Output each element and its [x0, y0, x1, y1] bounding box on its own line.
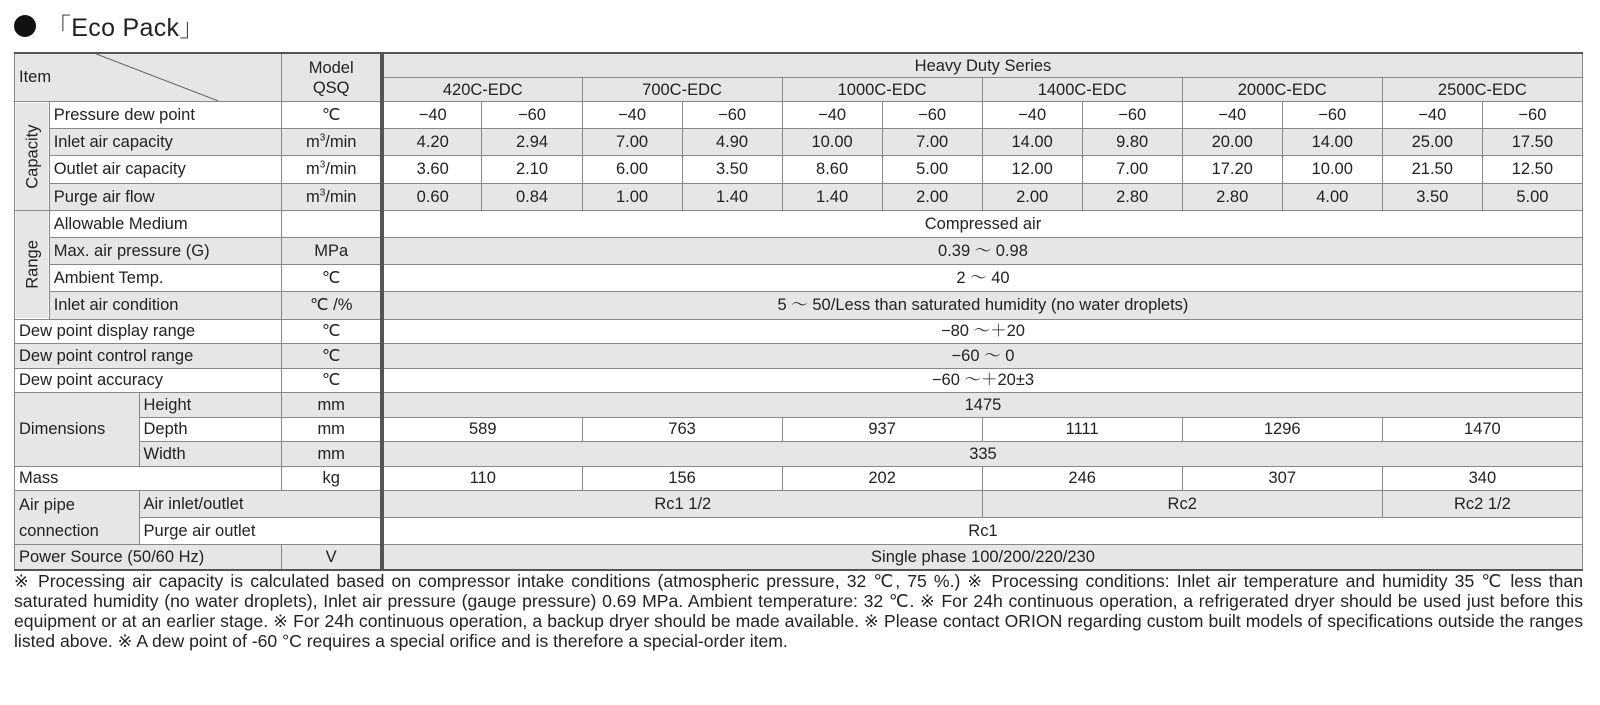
cell: 110 — [382, 466, 582, 491]
row-unit: MPa — [282, 237, 382, 264]
cell: −60 — [482, 102, 582, 129]
model-name: 700C-EDC — [582, 78, 782, 102]
cell: 156 — [582, 466, 782, 491]
row-unit: $m^3/\min$ — [282, 129, 382, 156]
row-label: Purge air flow — [49, 183, 282, 210]
cell: Compressed air — [382, 210, 1583, 237]
cell: 246 — [982, 466, 1182, 491]
capacity-group-label: Capacity — [15, 102, 50, 211]
table-row — [15, 265, 1583, 292]
row-label: Power Source (50/60 Hz) — [15, 545, 282, 570]
row-label: Mass — [15, 466, 282, 491]
cell: 1111 — [982, 417, 1182, 442]
range-group-label: Range — [15, 210, 50, 319]
cell: −80 ～＋20 — [382, 319, 1583, 344]
cell: 5.00 — [882, 156, 982, 183]
cell: −40 — [982, 102, 1082, 129]
row-unit: ℃ — [282, 344, 382, 369]
cell: −40 — [1182, 102, 1282, 129]
cell: 12.00 — [982, 156, 1082, 183]
cell: 4.90 — [682, 129, 782, 156]
cell: −40 — [782, 102, 882, 129]
row-unit: ℃ — [282, 265, 382, 292]
cell: 17.20 — [1182, 156, 1282, 183]
cell: 20.00 — [1182, 129, 1282, 156]
cell: −60 ～＋20±3 — [382, 368, 1583, 393]
diagonal-line — [15, 54, 281, 101]
cell: 1296 — [1182, 417, 1382, 442]
row-unit: kg — [282, 466, 382, 491]
table-row — [15, 545, 1583, 570]
air-pipe-group-label: Air pipe connection — [15, 491, 140, 545]
cell: 2.00 — [982, 183, 1082, 210]
cell: 2.00 — [882, 183, 982, 210]
row-label: Dew point control range — [15, 344, 282, 369]
model-header: Model QSQ — [282, 53, 382, 102]
row-unit — [282, 210, 382, 237]
cell: 2.10 — [482, 156, 582, 183]
item-label: Item — [19, 68, 52, 86]
cell: −60 — [1082, 102, 1182, 129]
cell: Rc1 — [382, 518, 1583, 545]
cell: 307 — [1182, 466, 1382, 491]
model-name: 1400C-EDC — [982, 78, 1182, 102]
cell: −60 — [1282, 102, 1382, 129]
cell: Rc1 1/2 — [382, 491, 982, 518]
cell: 335 — [382, 442, 1583, 467]
cell: 937 — [782, 417, 982, 442]
row-label: Width — [139, 442, 282, 467]
cell: 3.50 — [1382, 183, 1482, 210]
row-unit: ℃ /% — [282, 292, 382, 319]
cell: −60 — [882, 102, 982, 129]
row-label: Height — [139, 393, 282, 418]
cell: 5 ～ 50/Less than saturated humidity (no water droplets) — [382, 292, 1583, 319]
table-row — [15, 183, 1583, 210]
cell: 7.00 — [882, 129, 982, 156]
model-name: 420C-EDC — [382, 78, 582, 102]
cell: 763 — [582, 417, 782, 442]
cell: 1470 — [1382, 417, 1582, 442]
cell: 202 — [782, 466, 982, 491]
cell: −40 — [582, 102, 682, 129]
row-label: Inlet air capacity — [49, 129, 282, 156]
cell: 10.00 — [782, 129, 882, 156]
cell: 14.00 — [1282, 129, 1382, 156]
cell: 8.60 — [782, 156, 882, 183]
cell: 2.80 — [1182, 183, 1282, 210]
cell: 1.00 — [582, 183, 682, 210]
cell: 21.50 — [1382, 156, 1482, 183]
cell: 17.50 — [1482, 129, 1582, 156]
row-label: Ambient Temp. — [49, 265, 282, 292]
cell: −40 — [1382, 102, 1482, 129]
table-row — [15, 210, 1583, 237]
cell: 5.00 — [1482, 183, 1582, 210]
table-row — [15, 442, 1583, 467]
cell: 7.00 — [582, 129, 682, 156]
cell: 3.60 — [382, 156, 482, 183]
cell: 1.40 — [682, 183, 782, 210]
cell: Single phase 100/200/220/230 — [382, 545, 1583, 570]
table-row — [15, 491, 1583, 518]
row-unit: mm — [282, 393, 382, 418]
cell: −60 ～ 0 — [382, 344, 1583, 369]
table-row — [15, 129, 1583, 156]
series-header: Heavy Duty Series — [382, 53, 1583, 78]
table-row — [15, 156, 1583, 183]
table-row — [15, 292, 1583, 319]
row-label: Air inlet/outlet — [139, 491, 382, 518]
cell: 2.94 — [482, 129, 582, 156]
table-row — [15, 368, 1583, 393]
cell: 9.80 — [1082, 129, 1182, 156]
cell: −60 — [1482, 102, 1582, 129]
cell: 25.00 — [1382, 129, 1482, 156]
row-unit: V — [282, 545, 382, 570]
row-unit: ℃ — [282, 102, 382, 129]
cell: 10.00 — [1282, 156, 1382, 183]
cell: −40 — [382, 102, 482, 129]
page-title — [14, 8, 205, 44]
cell: 0.60 — [382, 183, 482, 210]
row-unit: ℃ — [282, 368, 382, 393]
table-row — [15, 466, 1583, 491]
cell: 12.50 — [1482, 156, 1582, 183]
cell: 0.39 ～ 0.98 — [382, 237, 1583, 264]
table-row — [15, 102, 1583, 129]
cell: 7.00 — [1082, 156, 1182, 183]
row-unit: ℃ — [282, 319, 382, 344]
row-label: Purge air outlet — [139, 518, 382, 545]
cell: 2.80 — [1082, 183, 1182, 210]
cell: 2 ～ 40 — [382, 265, 1583, 292]
cell: 4.20 — [382, 129, 482, 156]
row-label: Outlet air capacity — [49, 156, 282, 183]
row-label: Pressure dew point — [49, 102, 282, 129]
row-unit: $m^3/\min$ — [282, 183, 382, 210]
footnotes: ※ Processing air capacity is calculated based on compressor intake conditions (atmospheric pressure, 32 ℃, 75 %.) ※ Processing conditions: Inlet air temperature and humidity 35 ℃ less than saturated humidity (no water droplets), Inlet air pressure (gauge pressure) 0.69 MPa. Ambient temperature: 32 ℃. ※ For 24h continuous operation, a refrigerated dryer should be used just before this equipment or at an earlier stage. ※ For 24h continuous operation, a backup dryer should be made available. ※ Please contact ORION regarding custom built models of specifications outside the ranges listed above. ※ A dew point of -60 °C requires a special orifice and is therefore a special-order item. — [14, 571, 1583, 651]
cell: 1475 — [382, 393, 1583, 418]
cell: 4.00 — [1282, 183, 1382, 210]
table-row — [15, 393, 1583, 418]
table-row — [15, 518, 1583, 545]
cell: 0.84 — [482, 183, 582, 210]
row-unit: mm — [282, 442, 382, 467]
table-row — [15, 417, 1583, 442]
cell: 3.50 — [682, 156, 782, 183]
cell: 340 — [1382, 466, 1582, 491]
table-row — [15, 319, 1583, 344]
cell: −60 — [682, 102, 782, 129]
cell: Rc2 — [982, 491, 1382, 518]
cell: 589 — [382, 417, 582, 442]
row-label: Depth — [139, 417, 282, 442]
cell: 6.00 — [582, 156, 682, 183]
table-row — [15, 237, 1583, 264]
row-label: Dew point display range — [15, 319, 282, 344]
item-header — [15, 53, 282, 102]
cell: 14.00 — [982, 129, 1082, 156]
spec-table — [14, 52, 1583, 571]
bullet-icon — [14, 15, 36, 37]
row-unit: $m^3/\min$ — [282, 156, 382, 183]
cell: 1.40 — [782, 183, 882, 210]
row-label: Dew point accuracy — [15, 368, 282, 393]
row-label: Max. air pressure (G) — [49, 237, 282, 264]
table-row — [15, 344, 1583, 369]
row-label: Inlet air condition — [49, 292, 282, 319]
row-unit: mm — [282, 417, 382, 442]
title-text: 「Eco Pack」 — [46, 14, 205, 42]
model-name: 2500C-EDC — [1382, 78, 1582, 102]
row-label: Allowable Medium — [49, 210, 282, 237]
dimensions-group-label: Dimensions — [15, 393, 140, 467]
model-name: 1000C-EDC — [782, 78, 982, 102]
model-name: 2000C-EDC — [1182, 78, 1382, 102]
cell: Rc2 1/2 — [1382, 491, 1582, 518]
